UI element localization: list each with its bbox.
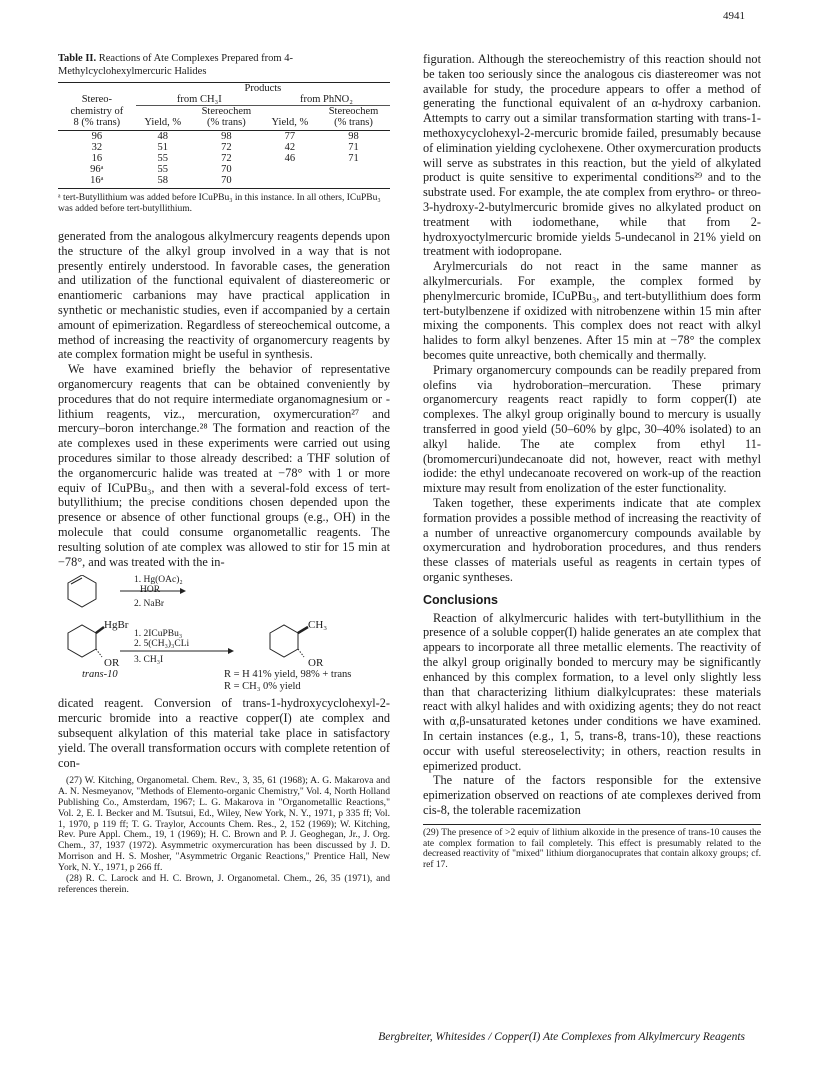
wedge-bond	[298, 627, 308, 633]
cell: 98	[221, 131, 232, 142]
reagent-cu: 1. 2ICuPBu₃	[134, 629, 183, 640]
cell: 55	[157, 164, 169, 175]
body-paragraph: generated from the analogous alkylmercury reagents depends upon the structure of the alkyl group involved in a way that is not presently entirely understood. In favorable cases, the generation and utilization of the functional equivalent of diastereomeric or enantiomeric carbanions may have practical application in synthetic or mechanistic studies, even if accompanied by a certain amount of epimerization. Regardless of stereochemical outcome, a method of increasing the reactivity of organomercury reagents by ate complex formation might be useful in synthesis.	[58, 229, 390, 362]
header-pct-trans-1: (% trans)	[190, 117, 263, 131]
cell: 72	[221, 142, 232, 153]
header-yield-2: Yield, %	[263, 117, 317, 131]
results-table	[58, 82, 390, 189]
cell: 71	[348, 142, 359, 153]
body-paragraph: Primary organomercury compounds can be readily prepared from olefins via hydroboration–mercuration. These primary organomercury reagents react rapidly to form copper(I) ate complexes. The alkyl group originally bound to mercury is usually transferred in good yield (50–60% by glpc, 30–40% isolated) to an alkyl halide. The ate complex from ethyl 11-(bromomercuri)undecanoate did not, however, react with methyl iodide: the ethyl undecanoate recovered on work-up of the reaction mixture may result from enolization of the ester functionality.	[423, 362, 761, 496]
cell	[317, 175, 390, 189]
body-paragraph: We have examined briefly the behavior of representative organomercury reagents that can be obtained conveniently by procedures that do not require intermediate organomagnesium or -lithium reagents, viz., mercuration, oxymercuration²⁷ and mercury–boron interchange.²⁸ The formation and reaction of the ate complexes used in these experiments were carried out using procedures similar to those already described: a THF solution of the organomercuric halide was treated at −78° with 1 or more equiv of ICuPBu₃, and then with a several-fold excess of tert-butyllithium; the precise conditions chosen depended upon the presence or absence of other functional groups (e.g., OH) in the molecule that could consume organometallic reagents. The resulting solution of ate complex was allowed to stir for 15 min at −78°, and was treated with the in-	[58, 362, 390, 569]
result-line-1: R = H 41% yield, 98% + trans	[224, 669, 352, 681]
header-stereochem-1: Stereochem	[201, 106, 252, 117]
cell	[263, 164, 317, 175]
or-label-left: OR	[104, 657, 120, 670]
cell: 77	[284, 131, 296, 142]
table-row	[58, 153, 390, 164]
hash-bond	[298, 649, 304, 657]
table-caption	[58, 52, 390, 78]
header-from-phno2: from PhNO₂	[263, 94, 390, 106]
header-chemistry-of: chemistry of	[70, 105, 124, 117]
right-column	[423, 52, 761, 871]
arrow-head	[180, 588, 186, 594]
cell: 32	[91, 142, 103, 153]
cell: 16ᵃ	[58, 175, 136, 189]
cell: 96ᵃ	[90, 164, 104, 175]
cyclohexane-ring-left	[68, 625, 96, 657]
header-trans: 8 (% trans)	[58, 117, 136, 131]
cell: 96	[91, 131, 103, 142]
double-bond	[71, 578, 82, 584]
header-pct-trans-2: (% trans)	[317, 117, 390, 131]
header-stereochem-2: Stereochem	[328, 106, 379, 117]
cell	[263, 175, 317, 189]
cyclohexene-ring	[68, 575, 96, 607]
cell: 55	[157, 153, 169, 164]
body-paragraph: Reaction of alkylmercuric halides with tert-butyllithium in the presence of a soluble copper(I) halide generates an ate complex that appears to incorporate all three metallic elements. The reactivity of the alkyl group originally bonded to mercury may be significantly enhanced by this complex formation, to a level only slightly less than that characterizing lithium dialkylcuprates: these materials react with alkyl halides and with oxidizing agents; they do not react with α,β-unsaturated ketones under conditions we have examined. In certain instances (e.g., 1, 5, trans-8, trans-10), these reactions occur with useful stereoselectivity; in others, reaction results in epimerized product.	[423, 610, 761, 773]
reaction-scheme	[58, 575, 390, 692]
reagent-tbuli: 2. 5(CH₃)₃CLi	[134, 639, 190, 650]
cell: 16	[91, 153, 103, 164]
header-from-ch3i: from CH₃I	[136, 94, 263, 106]
table-row	[58, 142, 390, 153]
references	[58, 776, 390, 896]
body-paragraph: Arylmercurials do not react in the same manner as alkylmercurials. For example, the complex formed by phenylmercuric bromide, ICuPBu₃, and tert-butyllithium does form tert-butylbenzene if oxidized with nitrobenzene within 15 min after mixing the components. This complex does not react with alkyl halides to form alkyl benzenes. After 15 min at −78° the complex becomes quite unreactive, both chemically and thermally.	[423, 259, 761, 362]
result-line-2: R = CH₃ 0% yield	[224, 681, 301, 693]
cell: 70	[190, 175, 263, 189]
body-paragraph: The nature of the factors responsible for the extensive epimerization observed on reactions of ate complexes derived from cis-8, the tolerable racemization	[423, 773, 761, 818]
cell	[317, 164, 390, 175]
reagent-step2: 2. NaBr	[134, 599, 165, 610]
table-footnote: ᵃ tert-Butyllithium was added before ICuPBu₃ in this instance. In all others, ICuPBu₃ was added before tert-butyllithium.	[58, 193, 381, 214]
cell: 42	[284, 142, 296, 153]
arrow-head	[228, 648, 234, 654]
cyclohexane-ring-right	[270, 625, 298, 657]
or-label-right: OR	[308, 657, 324, 670]
reagent-step1a: 1. Hg(OAc)₂	[134, 575, 183, 586]
cell: 98	[348, 131, 359, 142]
section-heading: Conclusions	[423, 592, 499, 607]
cell: 46	[284, 153, 296, 164]
body-paragraph: figuration. Although the stereochemistry of this reaction should not be taken too seriously since the analogous cis diastereomer was not available for study, the procedure appears to offer a method of generating the functional equivalent of an α-hydroxy carbanion. Attempts to carry out a similar transformation starting with trans-1-methoxycyclohexyl-2-mercuric bromide failed, presumably because of elimination yielding cyclohexene. Other oxymercuration products will serve as substrates in this reaction, but the yield of alkylated product is quite sensitive to experimental conditions²⁹ and to the substrate used. For example, the ate complex from erythro- or threo-3-hydroxy-2-butylmercuric bromide gives no alkylated product on treatment with iodomethane, while that from 2-hydroxyoctylmercuric bromide yields 5-undecanol in 21% yield on treatment with iodopropane.	[423, 52, 761, 259]
table-row	[58, 131, 390, 143]
compound-label: trans-10	[82, 669, 118, 681]
header-yield-1: Yield, %	[136, 117, 190, 131]
header-products: Products	[136, 83, 390, 95]
left-column	[58, 52, 390, 897]
cell: 58	[136, 175, 190, 189]
cell: 51	[157, 142, 169, 153]
footnote: (29) The presence of >2 equiv of lithium alkoxide in the presence of trans-10 causes the ate complex formation to fail completely. This effect is presumably related to the decreased reactivity of "mixed" lithium diorganocuprates that contain alkoxy groups; cf. ref 17.	[423, 824, 761, 871]
hgbr-label: HgBr	[104, 619, 129, 632]
reagent-ch3i: 3. CH₃I	[134, 655, 164, 666]
reference: (27) W. Kitching, Organometal. Chem. Rev., 3, 35, 61 (1968); A. G. Makarova and A. N. Nesmeyanov, "Methods of Elemento-organic Chemistry," Vol. 4, North Holland Publishing Co., Amsterdam, 1967; L. G. Makarova in "Organometallic Reactions," Vol. 2, E. I. Becker and M. Tsutsui, Ed., Wiley, New York, N. Y., 1971, p 335 ff; Vol. 1, 1970, p 119 ff; T. G. Traylor, Accounts Chem. Res., 2, 152 (1969); W. Kitching, Rev. Pure Appl. Chem., 19, 1 (1969); H. C. Brown and P. J. Geoghegan, Jr., J. Org. Chem., 37, 1937 (1972). Asymmetric oxymercuration has been discussed by J. D. Morrison and H. S. Mosher, "Asymmetric Organic Reactions," Prentice Hall, New York, N. Y., 1971, p 266 ff.	[58, 775, 390, 873]
table-row	[58, 164, 390, 175]
body-paragraph: Taken together, these experiments indicate that ate complex formation provides a possible method of increasing the reactivity of a number of unreactive organomercury compounds available by oxymercuration and hydroboration procedures, and thus renders these classes of materials useful as reagents in certain types of organic syntheses.	[423, 495, 761, 584]
running-footer: Bergbreiter, Whitesides / Copper(I) Ate Complexes from Alkylmercury Reagents	[378, 1031, 745, 1043]
reference: (28) R. C. Larock and H. C. Brown, J. Organometal. Chem., 26, 35 (1971), and references therein.	[58, 873, 390, 896]
body-paragraph: dicated reagent. Conversion of trans-1-hydroxycyclohexyl-2-mercuric bromide into a reactive copper(I) ate complex and subsequent alkylation of this material take place in satisfactory yield. The overall transformation occurs with complete retention of con-	[58, 696, 390, 770]
ch3-label: CH₃	[308, 619, 328, 632]
cell: 48	[157, 131, 169, 142]
wedge-bond	[96, 627, 104, 633]
header-stereo: Stereo-	[81, 94, 113, 106]
cell: 71	[348, 153, 359, 164]
cell: 72	[221, 153, 232, 164]
cell: 70	[221, 164, 232, 175]
table-row	[58, 175, 390, 189]
reagent-step1b: HOR	[140, 585, 161, 596]
hash-bond	[96, 649, 102, 657]
table-label: Table II.	[58, 53, 97, 64]
page-number: 4941	[723, 10, 745, 22]
table-title-text: Reactions of Ate Complexes Prepared from 4-Methylcyclohexylmercuric Halides	[58, 53, 293, 77]
